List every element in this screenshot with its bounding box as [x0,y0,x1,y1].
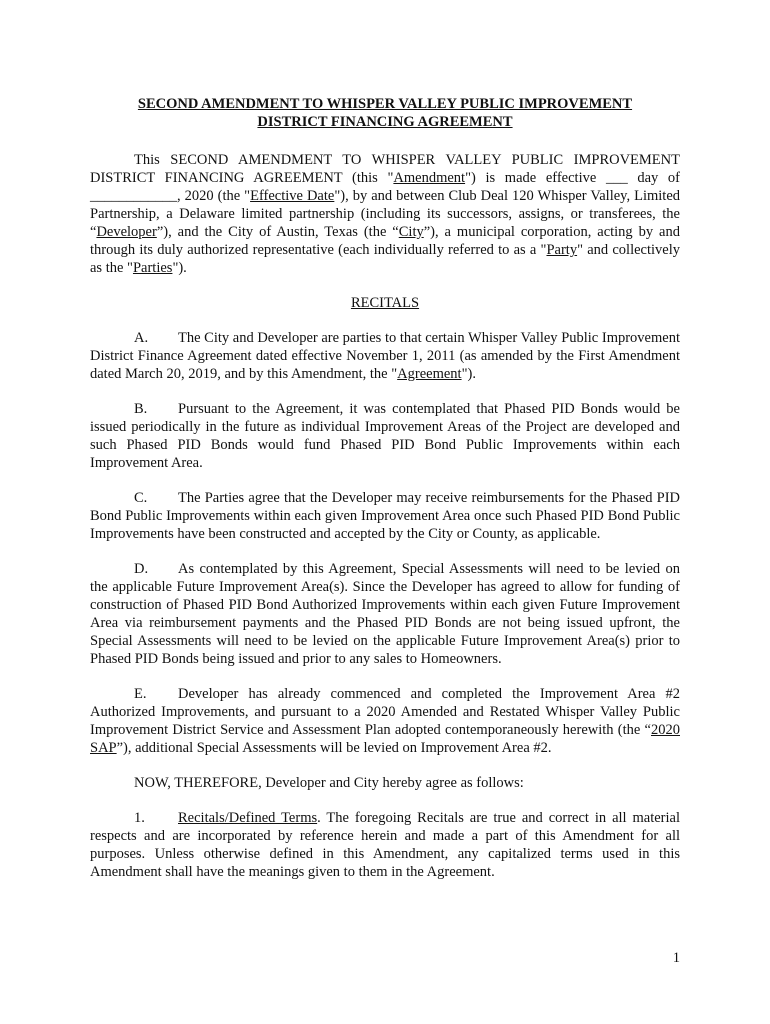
recital-text: Developer has already commenced and completed the Improvement Area #2 Authorized Improvements, and pursuant to a 2020 Amended and Restated Whisper Valley Public Improvement District Service and Assessment Plan adopted contemporaneously herewith (the “ [90,686,680,738]
recital-label: C. [134,490,148,506]
title-line-2: DISTRICT FINANCING AGREEMENT [257,114,513,130]
section-label: 1. [134,810,145,826]
section-heading: Recitals/Defined Terms [178,810,318,826]
section-text: . The foregoing Recitals are true and correct in all material respects and are incorporated by reference herein and made a part of this Amendment for all purposes. Unless otherwise defined in this Amendment, any capitalized terms used in this Amendment shall have the meanings given to them in the Agreement. [90,810,680,880]
intro-text: ") is made effective ___ day of ____________, 2020 (the " [90,170,681,204]
recital-d [90,560,680,668]
section-1 [90,809,680,881]
defined-term-agreement: Agreement [397,366,462,382]
recital-text: ”), additional Special Assessments will be levied on Improvement Area #2. [116,740,552,756]
defined-term-2020-sap: 2020 SAP [90,722,680,756]
recital-label: E. [134,686,147,702]
recitals-heading: RECITALS [350,295,420,311]
recital-text: The City and Developer are parties to that certain Whisper Valley Public Improvement District Finance Agreement dated effective November 1, 2011 (as amended by the First Amendment dated March 20, 2019, and by this Amendment, the " [90,330,680,382]
recital-a [90,329,680,383]
now-therefore-clause: NOW, THEREFORE, Developer and City hereby agree as follows: [134,775,524,791]
recital-label: D. [134,561,149,577]
recital-text: Pursuant to the Agreement, it was contemplated that Phased PID Bonds would be issued periodically in the future as individual Improvement Areas of the Project are developed and such Phased PID Bonds would fund Phased PID Bond Public Improvements within each Improvement Area. [90,401,680,471]
recital-c [90,489,680,543]
document-title [90,95,680,131]
defined-term-party: Party [546,242,578,258]
defined-term-parties: Parties [132,260,173,276]
intro-text: "). [172,260,187,276]
defined-term-city: City [398,224,424,240]
recital-text: As contemplated by this Agreement, Special Assessments will need to be levied on the applicable Future Improvement Area(s). Since the Developer has agreed to allow for funding of construction of Phased PID Bond Authorized Improvements within each given Future Improvement Area via reimbursement payments and the Phased PID Bonds are not being issued upfront, the Special Assessments will need to be levied on the applicable Future Improvement Area(s) prior to Phased PID Bonds being issued and prior to any sales to Homeowners. [90,561,680,667]
intro-text: " and collectively as the " [90,242,680,276]
title-line-1: SECOND AMENDMENT TO WHISPER VALLEY PUBLIC IMPROVEMENT [137,96,633,112]
recital-b [90,400,680,472]
recital-text: The Parties agree that the Developer may receive reimbursements for the Phased PID Bond Public Improvements within each given Improvement Area once such Phased PID Bond Public Improvements have been constructed and accepted by the City or County, as applicable. [90,490,680,542]
recital-e [90,685,680,757]
page-number: 1 [672,950,680,966]
defined-term-amendment: Amendment [393,170,466,186]
intro-paragraph [90,151,680,277]
defined-term-effective-date: Effective Date [250,188,335,204]
recital-label: B. [134,401,148,417]
intro-text: This SECOND AMENDMENT TO WHISPER VALLEY PUBLIC IMPROVEMENT DISTRICT FINANCING AGREEMENT (this " [90,152,680,186]
defined-term-developer: Developer [96,224,157,240]
intro-text: "), by and between Club Deal 120 Whisper Valley, Limited Partnership, a Delaware limited partnership (including its successors, assigns, or transferees, the “ [90,188,681,240]
intro-text: ”), a municipal corporation, acting by and through its duly authorized representative (each individually referred to as a " [90,224,680,258]
document-body [90,95,680,898]
intro-text: ”), and the City of Austin, Texas (the “ [156,224,399,240]
recital-text: "). [461,366,476,382]
recital-label: A. [134,330,149,346]
